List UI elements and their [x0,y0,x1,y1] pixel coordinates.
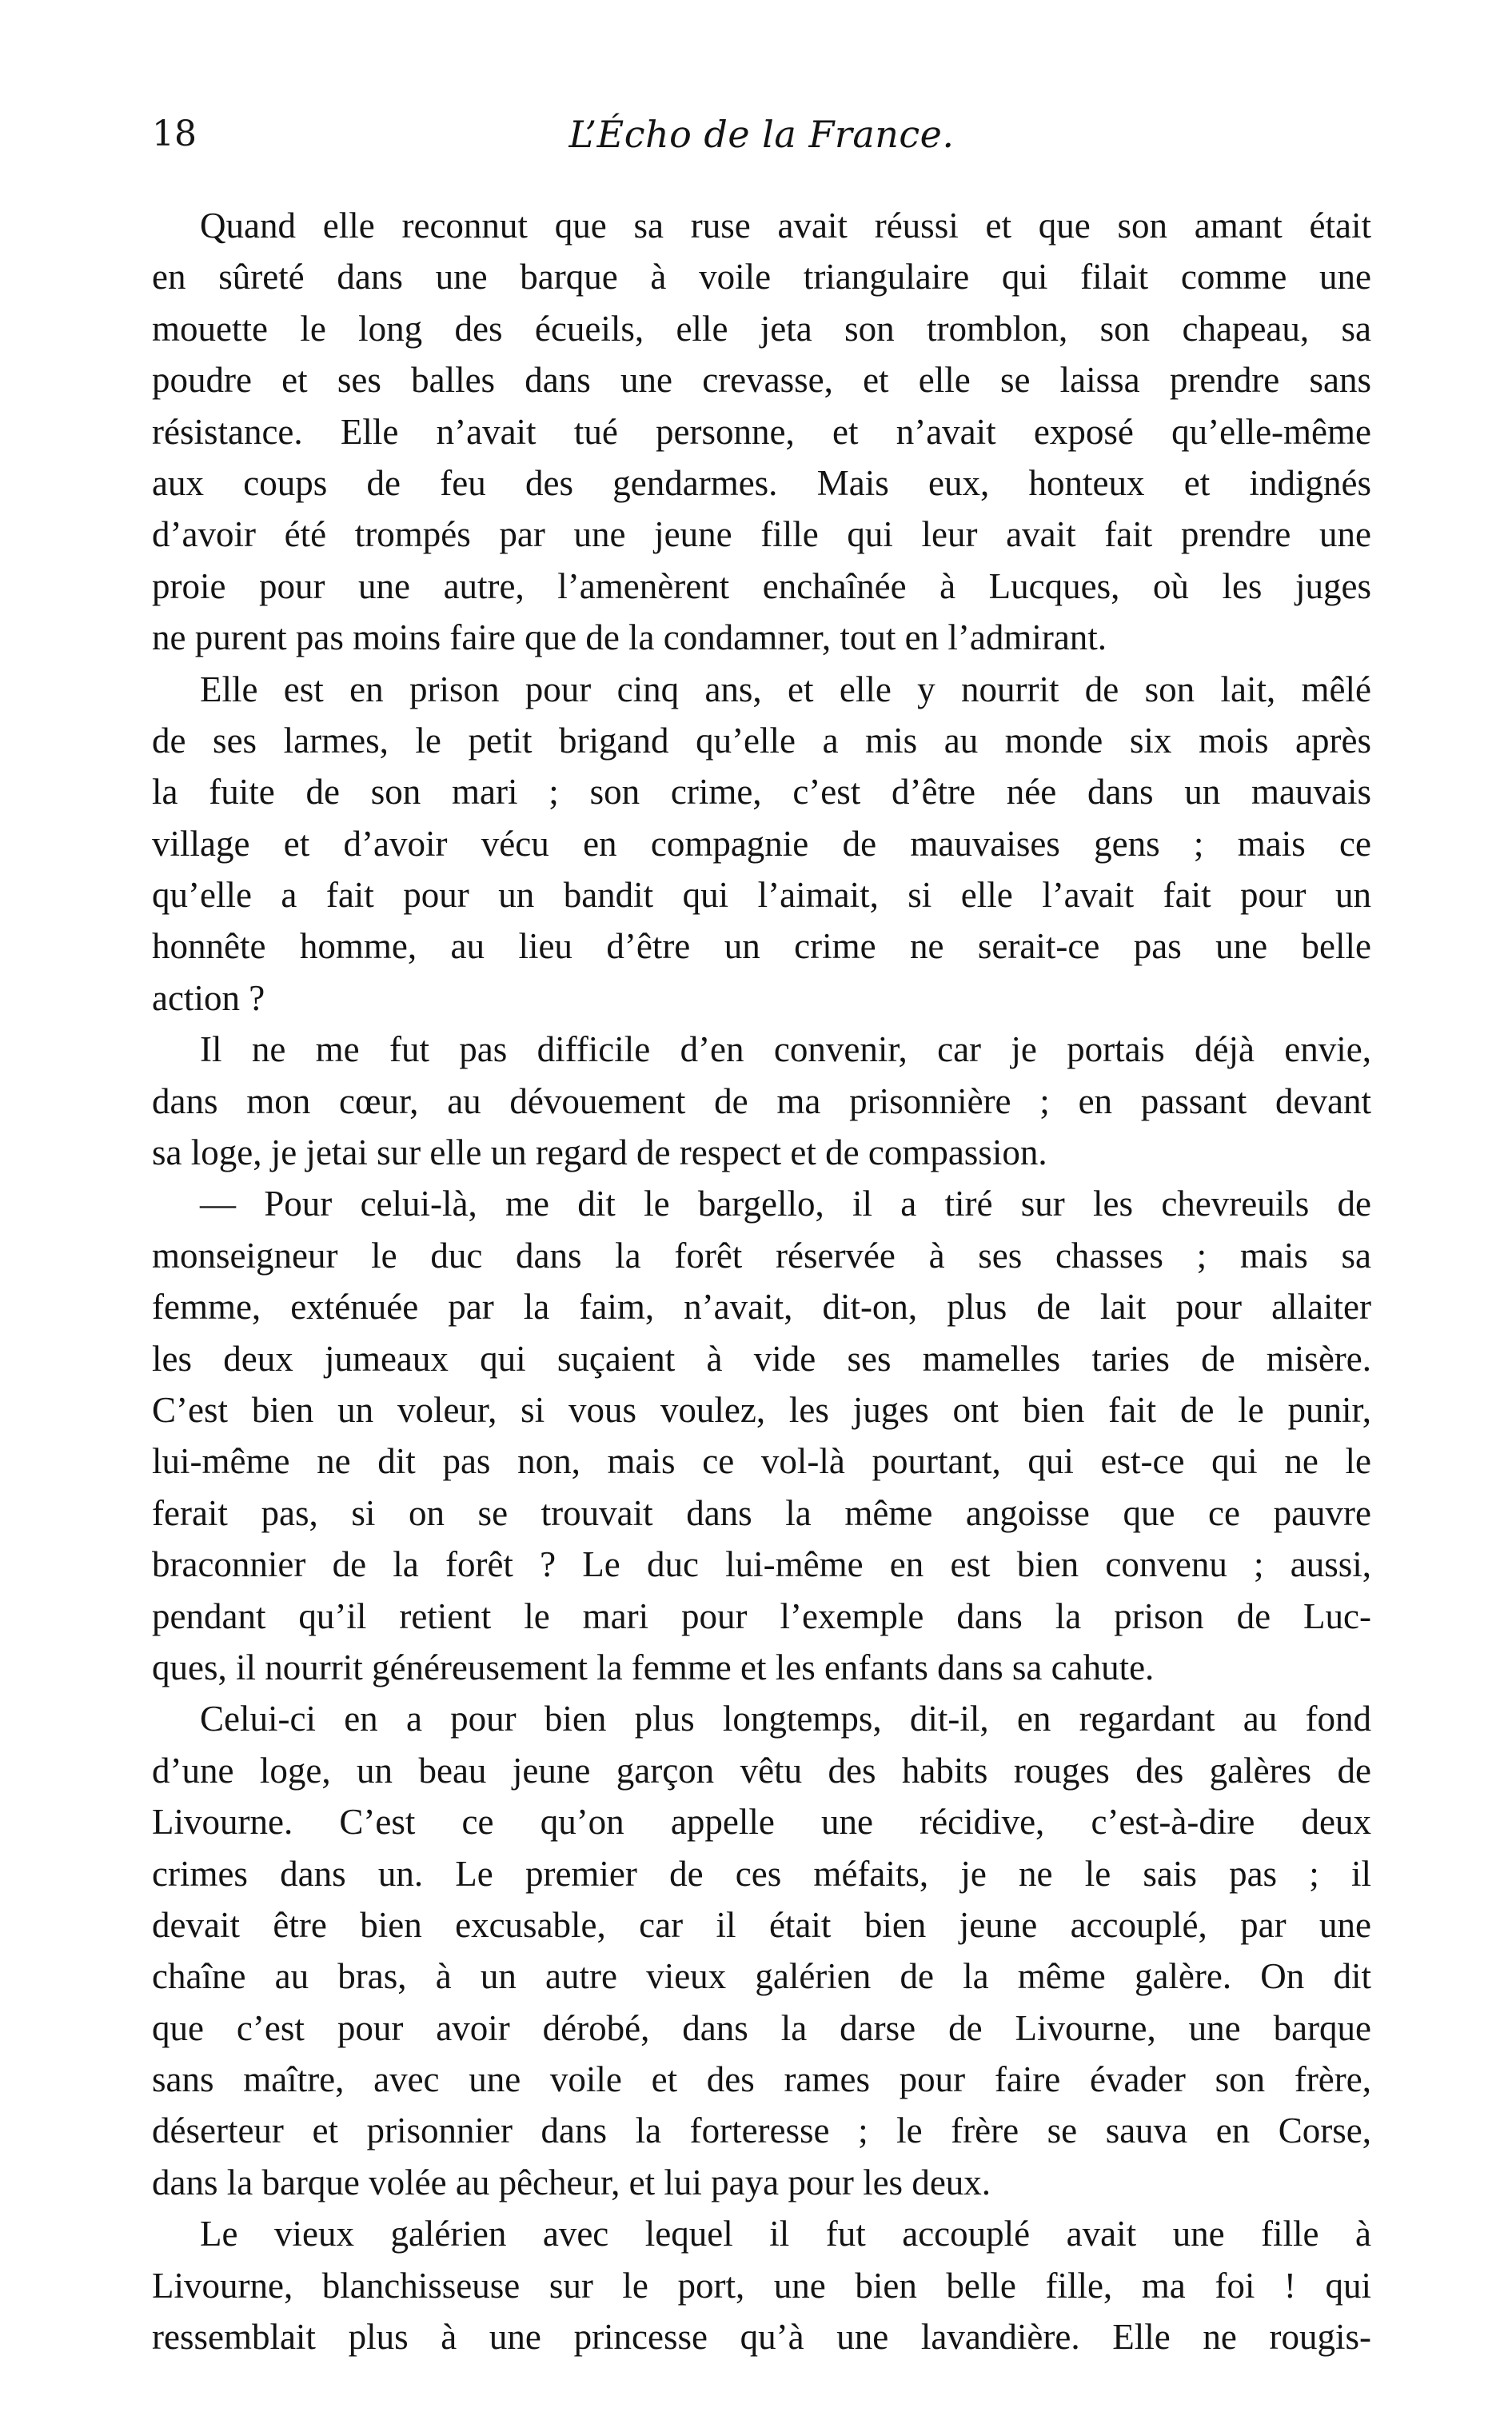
text-line: pendant qu’il retient le mari pour l’exemple dans la prison de Luc- [152,1595,1371,1636]
paragraph [152,1178,1371,1693]
text-line: femme, exténuée par la faim, n’avait, dit-on, plus de lait pour allaiter [152,1287,1371,1328]
text-line: ressemblait plus à une princesse qu’à une lavandière. Elle ne rougis- [152,2317,1371,2358]
text-line: d’une loge, un beau jeune garçon vêtu des habits rouges des galères de [152,1750,1371,1791]
text-line: action ? [152,977,265,1018]
text-line: dans la barque volée au pêcheur, et lui paya pour les deux. [152,2162,991,2202]
text-line: poudre et ses balles dans une crevasse, et elle se laissa prendre sans [152,360,1371,401]
text-line: — Pour celui-là, me dit le bargello, il a tiré sur les chevreuils de [200,1184,1371,1224]
text-line: Celui-ci en a pour bien plus longtemps, dit-il, en regardant au fond [200,1699,1371,1739]
text-line: aux coups de feu des gendarmes. Mais eux, honteux et indignés [152,462,1371,503]
text-line: proie pour une autre, l’amenèrent enchaînée à Lucques, où les juges [152,565,1371,606]
paragraph [152,1693,1371,2208]
text-line: mouette le long des écueils, elle jeta son tromblon, son chapeau, sa [152,308,1371,349]
text-line: braconnier de la forêt ? Le duc lui-même en est bien convenu ; aussi, [152,1544,1371,1585]
text-line: devait être bien excusable, car il était bien jeune accouplé, par une [152,1904,1371,1945]
text-line: C’est bien un voleur, si vous voulez, les juges ont bien fait de le punir, [152,1389,1371,1430]
text-line: ferait pas, si on se trouvait dans la même angoisse que ce pauvre [152,1492,1371,1533]
paragraph [152,1024,1371,1178]
text-line: sa loge, je jetai sur elle un regard de respect et de compassion. [152,1132,1047,1173]
text-line: Le vieux galérien avec lequel il fut accouplé avait une fille à [200,2214,1371,2254]
text-line: en sûreté dans une barque à voile triangulaire qui filait comme une [152,257,1371,298]
text-line: de ses larmes, le petit brigand qu’elle a mis au monde six mois après [152,720,1371,761]
text-line: la fuite de son mari ; son crime, c’est d’être née dans un mauvais [152,772,1371,813]
page-header [152,102,1371,166]
text-line: Elle est en prison pour cinq ans, et elle y nourrit de son lait, mêlé [200,669,1371,709]
text-line: déserteur et prisonnier dans la forteresse ; le frère se sauva en Corse, [152,2111,1371,2151]
text-line: monseigneur le duc dans la forêt réservée à ses chasses ; mais sa [152,1235,1371,1276]
text-line: ques, il nourrit généreusement la femme et les enfants dans sa cahute. [152,1647,1155,1687]
text-line: chaîne au bras, à un autre vieux galérien de la même galère. On dit [152,1956,1371,1997]
text-line: sans maître, avec une voile et des rames pour faire évader son frère, [152,2059,1371,2100]
page-number: 18 [152,114,197,154]
text-line: Livourne, blanchisseuse sur le port, une bien belle fille, ma foi ! qui [152,2265,1371,2306]
text-line: ne purent pas moins faire que de la condamner, tout en l’admirant. [152,617,1107,658]
text-line: Livourne. C’est ce qu’on appelle une récidive, c’est-à-dire deux [152,1802,1371,1843]
body-text [152,200,1371,2362]
running-title: L’Écho de la France. [568,113,955,156]
text-line: les deux jumeaux qui suçaient à vide ses mamelles taries de misère. [152,1338,1371,1379]
text-line: qu’elle a fait pour un bandit qui l’aimait, si elle l’avait fait pour un [152,875,1371,916]
text-line: crimes dans un. Le premier de ces méfaits, je ne le sais pas ; il [152,1853,1371,1894]
paragraph [152,664,1371,1024]
text-line: lui-même ne dit pas non, mais ce vol-là pourtant, qui est-ce qui ne le [152,1441,1371,1482]
text-line: Quand elle reconnut que sa ruse avait réussi et que son amant était [200,206,1371,246]
text-line: que c’est pour avoir dérobé, dans la darse de Livourne, une barque [152,2007,1371,2048]
text-line: d’avoir été trompés par une jeune fille qui leur avait fait prendre une [152,514,1371,555]
text-line: Il ne me fut pas difficile d’en convenir, car je portais déjà envie, [200,1029,1371,1070]
paragraph [152,2208,1371,2362]
text-line: honnête homme, au lieu d’être un crime ne serait-ce pas une belle [152,926,1371,967]
text-line: résistance. Elle n’avait tué personne, et n’avait exposé qu’elle-même [152,411,1371,452]
text-line: village et d’avoir vécu en compagnie de mauvaises gens ; mais ce [152,823,1371,864]
text-line: dans mon cœur, au dévouement de ma prisonnière ; en passant devant [152,1080,1371,1121]
paragraph [152,200,1371,664]
